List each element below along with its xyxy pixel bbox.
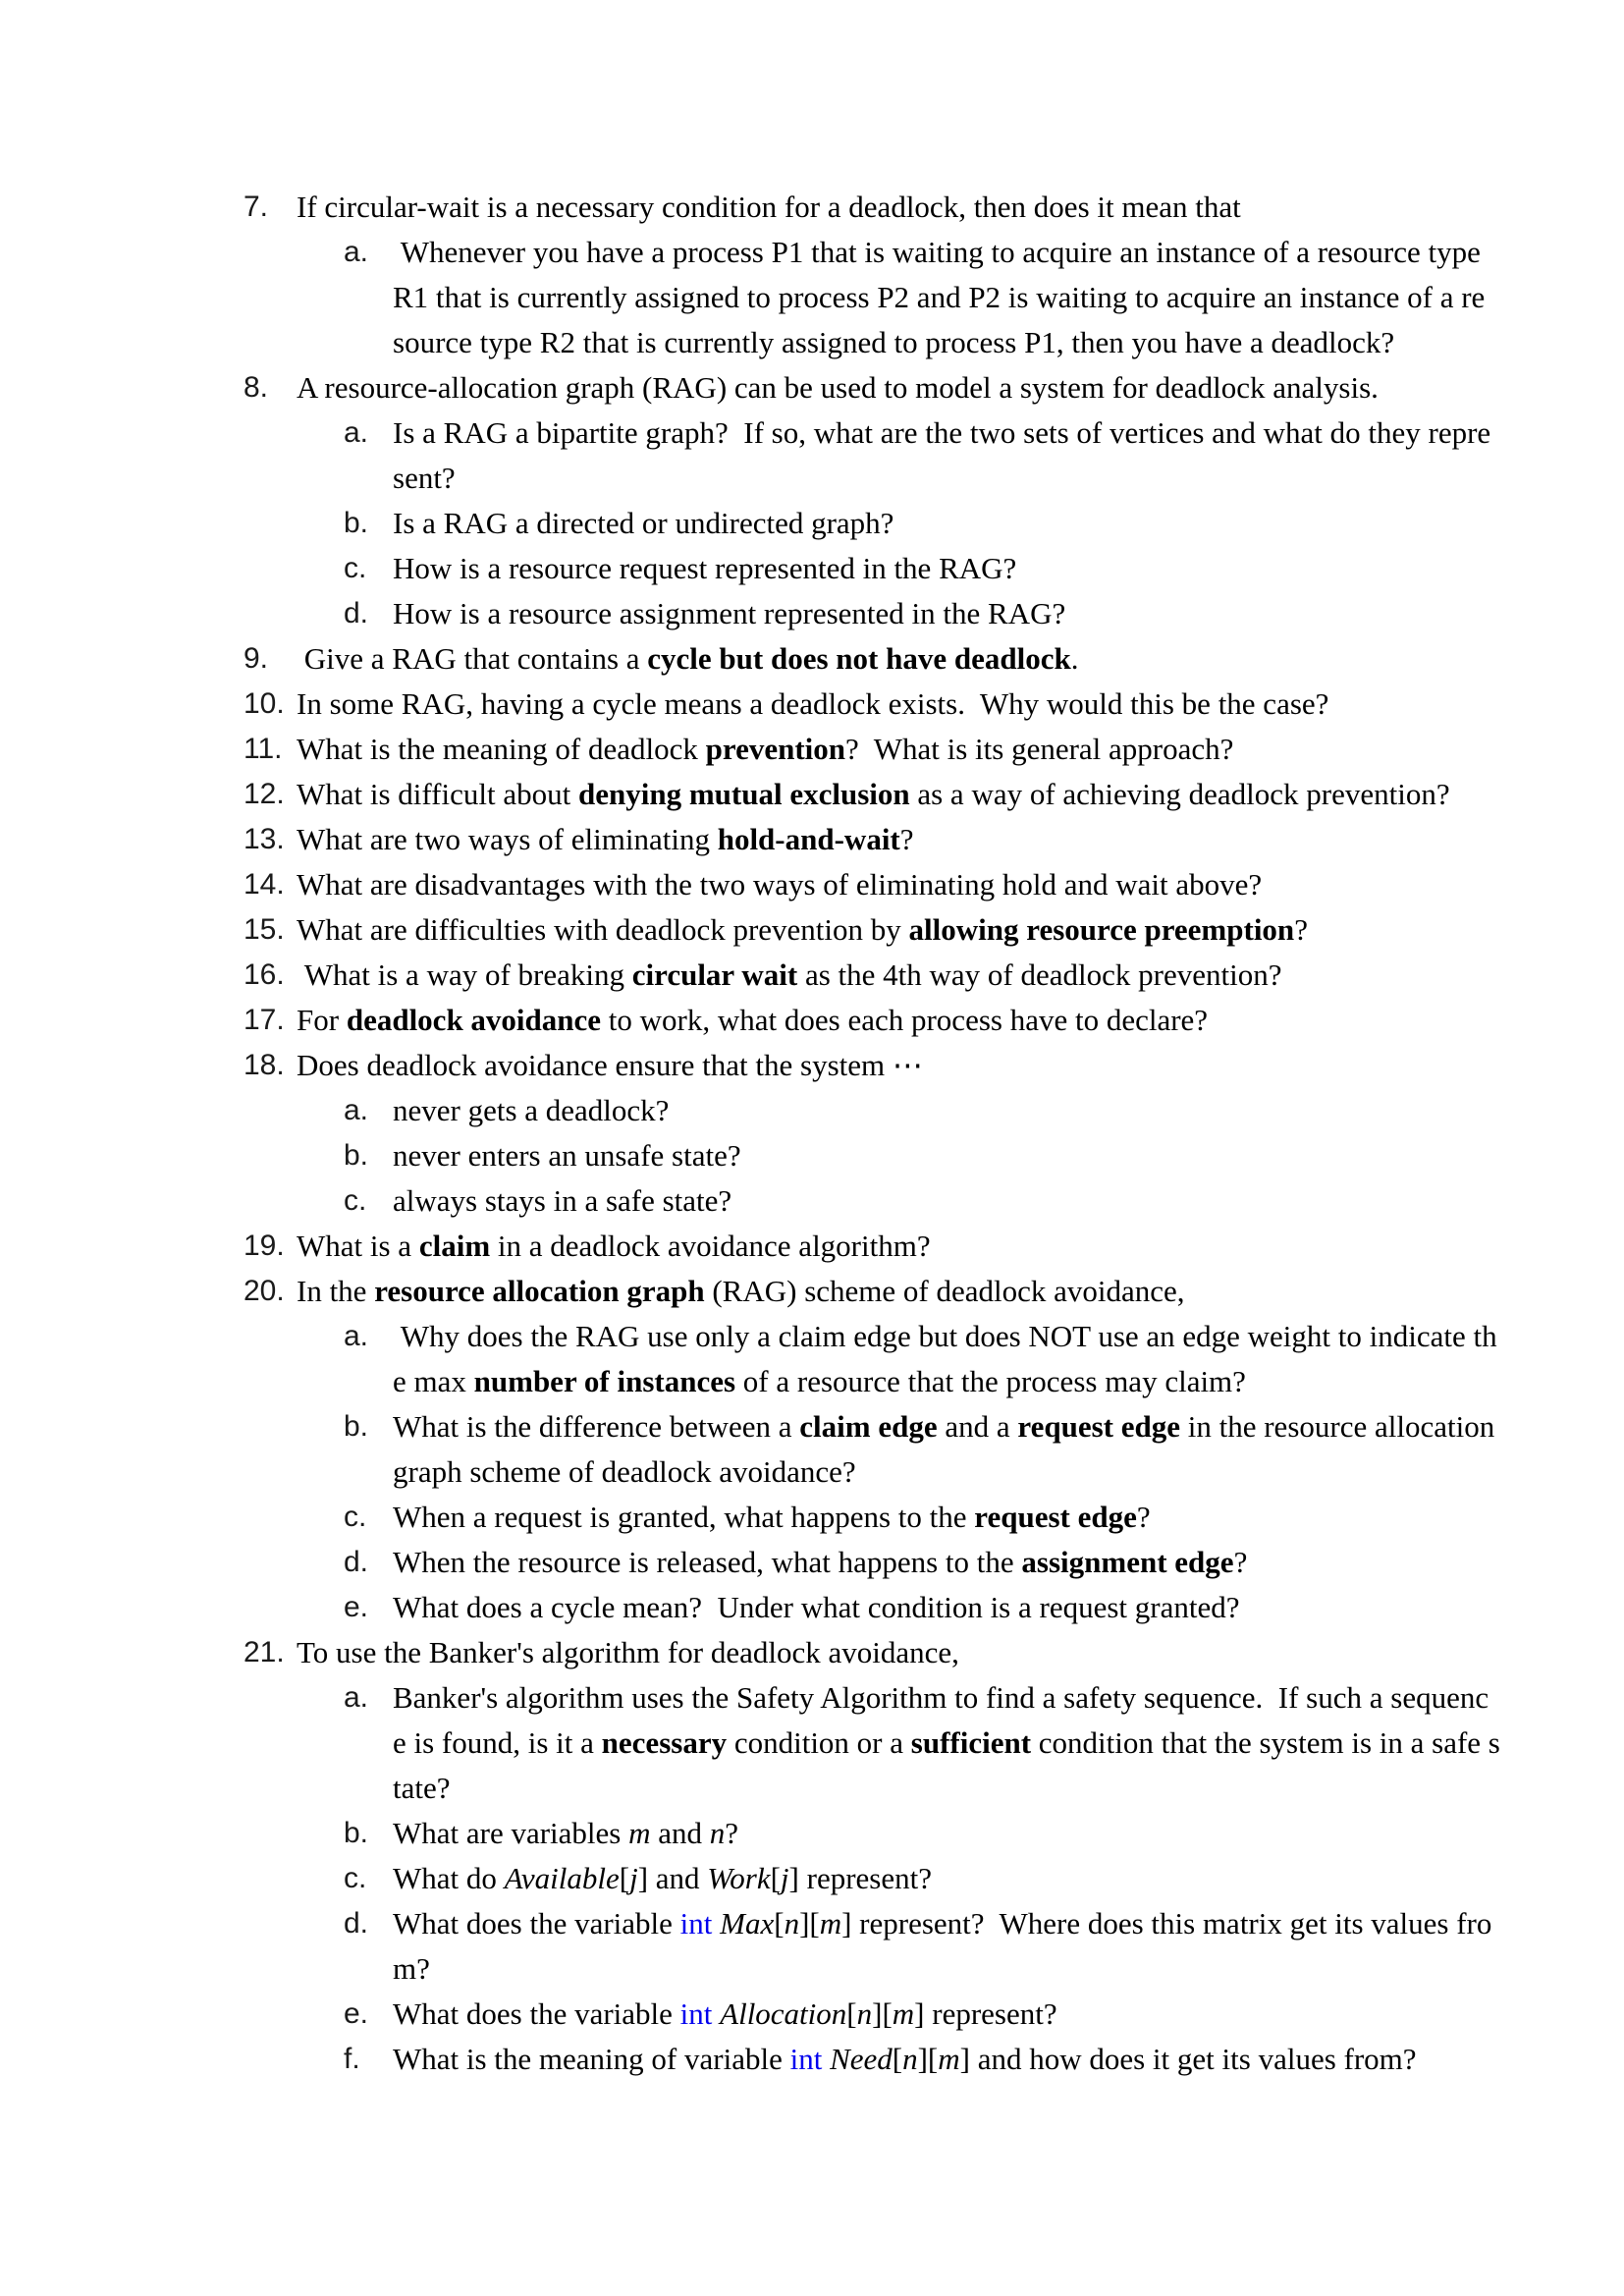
plain-text: In the: [297, 1274, 375, 1308]
plain-text: and a: [937, 1409, 1018, 1444]
plain-text: Does deadlock avoidance ensure that the system ⋯: [297, 1048, 923, 1082]
list-item-text-line: [393, 1314, 1624, 1359]
plain-text: What is the meaning of deadlock: [297, 732, 706, 766]
plain-text: If circular-wait is a necessary condition for a deadlock, then does it mean that: [297, 190, 1241, 224]
list-item-text-line: [393, 456, 1624, 501]
list-item: [0, 1178, 1624, 1224]
bold-text: assignment edge: [1021, 1545, 1234, 1579]
list-item-text-line: [297, 1630, 1624, 1675]
plain-text: When the resource is released, what happens to the: [393, 1545, 1022, 1579]
list-item-text-line: [393, 1721, 1624, 1766]
list-item-number: d.: [344, 1907, 369, 1940]
list-item-text-line: [297, 817, 1624, 862]
bold-text: request edge: [974, 1500, 1137, 1534]
plain-text: How is a resource request represented in the RAG?: [393, 551, 1017, 585]
plain-text: ] represent?: [788, 1861, 932, 1895]
plain-text: ][: [872, 1996, 893, 2031]
bold-text: request edge: [1017, 1409, 1180, 1444]
list-item-number: 17.: [244, 1004, 285, 1036]
question-list: [0, 185, 1624, 2082]
list-item: [0, 727, 1624, 772]
bold-text: allowing resource preemption: [908, 912, 1295, 947]
italic-text: j: [780, 1861, 789, 1895]
list-item: [0, 1404, 1624, 1495]
list-item: [0, 1314, 1624, 1404]
plain-text: ?: [899, 822, 914, 856]
bold-text: number of instances: [473, 1364, 736, 1398]
plain-text: source type R2 that is currently assigned to process P1, then you have a deadlock?: [393, 325, 1395, 359]
plain-text: as a way of achieving deadlock prevention?: [909, 777, 1450, 811]
plain-text: What are two ways of eliminating: [297, 822, 718, 856]
list-item: [0, 546, 1624, 591]
list-item-text-line: [393, 275, 1624, 320]
list-item-text-line: [393, 1178, 1624, 1224]
keyword-text: int: [679, 1996, 713, 2031]
plain-text: Is a RAG a directed or undirected graph?: [393, 506, 894, 540]
list-item-number: 11.: [244, 733, 283, 765]
plain-text: What does the variable: [393, 1906, 680, 1941]
list-item-text-line: [297, 772, 1624, 817]
plain-text: (RAG) scheme of deadlock avoidance,: [704, 1274, 1185, 1308]
list-item: [0, 1675, 1624, 1811]
list-item-text-line: [393, 1675, 1624, 1721]
list-item: [0, 1269, 1624, 1314]
plain-text: When a request is granted, what happens to the: [393, 1500, 975, 1534]
plain-text: ?: [1136, 1500, 1151, 1534]
plain-text: What are disadvantages with the two ways of eliminating hold and wait above?: [297, 867, 1263, 902]
list-item-text-line: [297, 1269, 1624, 1314]
list-item-text-line: [297, 727, 1624, 772]
italic-text: j: [629, 1861, 638, 1895]
plain-text: For: [297, 1003, 347, 1037]
list-item-text-line: [393, 546, 1624, 591]
list-item-text-line: [297, 953, 1624, 998]
plain-text: [: [619, 1861, 630, 1895]
plain-text: What is a: [297, 1229, 419, 1263]
list-item-text-line: [393, 1088, 1624, 1133]
list-item: [0, 907, 1624, 953]
plain-text: e is found, is it a: [393, 1725, 602, 1760]
plain-text: sent?: [393, 461, 456, 495]
italic-text: n: [856, 1996, 873, 2031]
list-item: [0, 772, 1624, 817]
list-item: [0, 1630, 1624, 1675]
italic-text: Available: [504, 1861, 620, 1895]
list-item: [0, 230, 1624, 365]
list-item-number: b.: [344, 1139, 369, 1172]
plain-text: [712, 1906, 720, 1941]
plain-text: tate?: [393, 1771, 451, 1805]
bold-text: sufficient: [910, 1725, 1032, 1760]
list-item: [0, 1901, 1624, 1992]
list-item-number: a.: [344, 236, 369, 268]
list-item: [0, 636, 1624, 682]
italic-text: n: [784, 1906, 800, 1941]
italic-text: Allocation: [720, 1996, 847, 2031]
list-item-text-line: [393, 1992, 1624, 2037]
list-item-text-line: [297, 185, 1624, 230]
list-item-text-line: [297, 682, 1624, 727]
italic-text: n: [709, 1816, 726, 1850]
plain-text: What is the meaning of variable: [393, 2042, 790, 2076]
list-item-number: 18.: [244, 1049, 285, 1081]
list-item-number: e.: [344, 1997, 369, 2030]
plain-text: of a resource that the process may claim?: [735, 1364, 1246, 1398]
plain-text: How is a resource assignment represented in the RAG?: [393, 596, 1066, 630]
list-item-text-line: [393, 1946, 1624, 1992]
plain-text: ?: [1233, 1545, 1248, 1579]
plain-text: Is a RAG a bipartite graph? If so, what are the two sets of vertices and what do they repre: [393, 415, 1491, 450]
plain-text: In some RAG, having a cycle means a deadlock exists. Why would this be the case?: [297, 686, 1329, 721]
list-item: [0, 998, 1624, 1043]
bold-text: cycle but does not have deadlock: [647, 641, 1071, 676]
keyword-text: int: [789, 2042, 823, 2076]
list-item-number: a.: [344, 1681, 369, 1714]
list-item-text-line: [393, 410, 1624, 456]
plain-text: ] represent?: [914, 1996, 1057, 2031]
plain-text: condition that the system is in a safe s: [1031, 1725, 1500, 1760]
list-item-number: d.: [344, 597, 369, 629]
plain-text: R1 that is currently assigned to process P2 and P2 is waiting to acquire an instance of a re: [393, 280, 1486, 314]
plain-text: [712, 1996, 720, 2031]
list-item-number: f.: [344, 2043, 360, 2075]
bold-text: claim: [418, 1229, 491, 1263]
italic-text: Need: [830, 2042, 893, 2076]
list-item: [0, 862, 1624, 907]
bold-text: necessary: [601, 1725, 728, 1760]
list-item-text-line: [297, 1043, 1624, 1088]
plain-text: What is the difference between a: [393, 1409, 800, 1444]
plain-text: ][: [799, 1906, 820, 1941]
plain-text: What does a cycle mean? Under what condition is a request granted?: [393, 1590, 1240, 1624]
bold-text: hold-and-wait: [717, 822, 900, 856]
list-item-number: 8.: [244, 371, 269, 404]
list-item: [0, 953, 1624, 998]
list-item-number: c.: [344, 1184, 367, 1217]
plain-text: ?: [725, 1816, 739, 1850]
list-item-text-line: [297, 907, 1624, 953]
plain-text: .: [1070, 641, 1079, 676]
plain-text: never enters an unsafe state?: [393, 1138, 741, 1173]
italic-text: m: [938, 2042, 960, 2076]
list-item-number: 13.: [244, 823, 285, 855]
list-item-number: c.: [344, 1501, 367, 1533]
list-item-text-line: [297, 365, 1624, 410]
list-item-number: a.: [344, 416, 369, 449]
plain-text: ?: [1294, 912, 1308, 947]
list-item-number: 7.: [244, 191, 269, 223]
list-item-number: 19.: [244, 1230, 285, 1262]
plain-text: graph scheme of deadlock avoidance?: [393, 1454, 856, 1489]
list-item-number: a.: [344, 1094, 369, 1126]
list-item-text-line: [393, 2037, 1624, 2082]
plain-text: never gets a deadlock?: [393, 1093, 670, 1127]
italic-text: Max: [720, 1906, 775, 1941]
list-item-text-line: [393, 1540, 1624, 1585]
list-item: [0, 1992, 1624, 2037]
list-item: [0, 1043, 1624, 1088]
list-item-text-line: [297, 998, 1624, 1043]
list-item: [0, 1811, 1624, 1856]
list-item-text-line: [393, 1901, 1624, 1946]
list-item-text-line: [393, 1766, 1624, 1811]
list-item: [0, 1495, 1624, 1540]
bold-text: resource allocation graph: [374, 1274, 705, 1308]
list-item: [0, 1540, 1624, 1585]
plain-text: What are difficulties with deadlock prevention by: [297, 912, 909, 947]
list-item: [0, 2037, 1624, 2082]
plain-text: and: [650, 1816, 710, 1850]
list-item-number: 21.: [244, 1636, 285, 1668]
plain-text: in a deadlock avoidance algorithm?: [490, 1229, 931, 1263]
bold-text: prevention: [705, 732, 846, 766]
plain-text: as the 4th way of deadlock prevention?: [797, 957, 1282, 992]
keyword-text: int: [679, 1906, 713, 1941]
plain-text: What do: [393, 1861, 505, 1895]
list-item: [0, 365, 1624, 410]
list-item-number: 20.: [244, 1275, 285, 1307]
list-item-text-line: [393, 1495, 1624, 1540]
list-item-number: a.: [344, 1320, 369, 1352]
list-item: [0, 591, 1624, 636]
plain-text: What does the variable: [393, 1996, 680, 2031]
plain-text: and: [648, 1861, 708, 1895]
bold-text: deadlock avoidance: [346, 1003, 602, 1037]
plain-text: e max: [393, 1364, 474, 1398]
list-item-number: c.: [344, 1862, 367, 1894]
plain-text: ][: [917, 2042, 939, 2076]
list-item-number: 12.: [244, 778, 285, 810]
list-item-text-line: [393, 1449, 1624, 1495]
plain-text: To use the Banker's algorithm for deadlock avoidance,: [297, 1635, 959, 1669]
bold-text: claim edge: [799, 1409, 938, 1444]
plain-text: condition or a: [727, 1725, 911, 1760]
list-item: [0, 501, 1624, 546]
list-item-text-line: [393, 1585, 1624, 1630]
bold-text: circular wait: [631, 957, 798, 992]
plain-text: [: [774, 1906, 785, 1941]
list-item-text-line: [393, 320, 1624, 365]
list-item-text-line: [393, 1856, 1624, 1901]
list-item-number: 14.: [244, 868, 285, 901]
italic-text: Work: [707, 1861, 771, 1895]
plain-text: ] represent? Where does this matrix get its values fro: [841, 1906, 1492, 1941]
plain-text: ] and how does it get its values from?: [959, 2042, 1417, 2076]
list-item-text-line: [297, 636, 1624, 682]
list-item-number: b.: [344, 1410, 369, 1443]
plain-text: [: [892, 2042, 903, 2076]
plain-text: m?: [393, 1951, 430, 1986]
list-item: [0, 1585, 1624, 1630]
list-item-number: 15.: [244, 913, 285, 946]
list-item-number: 10.: [244, 687, 285, 720]
plain-text: [: [770, 1861, 781, 1895]
list-item-number: b.: [344, 1817, 369, 1849]
italic-text: m: [628, 1816, 651, 1850]
list-item-number: e.: [344, 1591, 369, 1623]
plain-text: always stays in a safe state?: [393, 1183, 732, 1218]
list-item-number: c.: [344, 552, 367, 584]
italic-text: m: [892, 1996, 915, 2031]
list-item: [0, 1224, 1624, 1269]
list-item-text-line: [393, 1359, 1624, 1404]
list-item-number: b.: [344, 507, 369, 539]
plain-text: to work, what does each process have to declare?: [601, 1003, 1209, 1037]
list-item: [0, 1088, 1624, 1133]
list-item: [0, 1856, 1624, 1901]
plain-text: Give a RAG that contains a: [297, 641, 648, 676]
italic-text: n: [902, 2042, 918, 2076]
list-item-text-line: [393, 1133, 1624, 1178]
list-item-text-line: [393, 1811, 1624, 1856]
plain-text: ? What is its general approach?: [845, 732, 1234, 766]
list-item: [0, 817, 1624, 862]
plain-text: [822, 2042, 830, 2076]
list-item-number: d.: [344, 1546, 369, 1578]
list-item-text-line: [297, 1224, 1624, 1269]
plain-text: Why does the RAG use only a claim edge but does NOT use an edge weight to indicate th: [393, 1319, 1497, 1353]
plain-text: Banker's algorithm uses the Safety Algorithm to find a safety sequence. If such a sequenc: [393, 1680, 1489, 1715]
list-item-text-line: [393, 230, 1624, 275]
plain-text: What is a way of breaking: [297, 957, 632, 992]
list-item: [0, 185, 1624, 230]
list-item-number: 16.: [244, 958, 285, 991]
list-item: [0, 410, 1624, 501]
plain-text: What are variables: [393, 1816, 629, 1850]
italic-text: m: [819, 1906, 842, 1941]
plain-text: [: [846, 1996, 857, 2031]
plain-text: Whenever you have a process P1 that is waiting to acquire an instance of a resource type: [393, 235, 1481, 269]
list-item-text-line: [393, 501, 1624, 546]
list-item: [0, 682, 1624, 727]
list-item-text-line: [393, 591, 1624, 636]
plain-text: ]: [637, 1861, 649, 1895]
list-item-text-line: [393, 1404, 1624, 1449]
list-item-text-line: [297, 862, 1624, 907]
list-item: [0, 1133, 1624, 1178]
plain-text: A resource-allocation graph (RAG) can be used to model a system for deadlock analysis.: [297, 370, 1379, 405]
list-item-number: 9.: [244, 642, 269, 675]
bold-text: denying mutual exclusion: [577, 777, 910, 811]
plain-text: in the resource allocation: [1180, 1409, 1495, 1444]
plain-text: What is difficult about: [297, 777, 578, 811]
